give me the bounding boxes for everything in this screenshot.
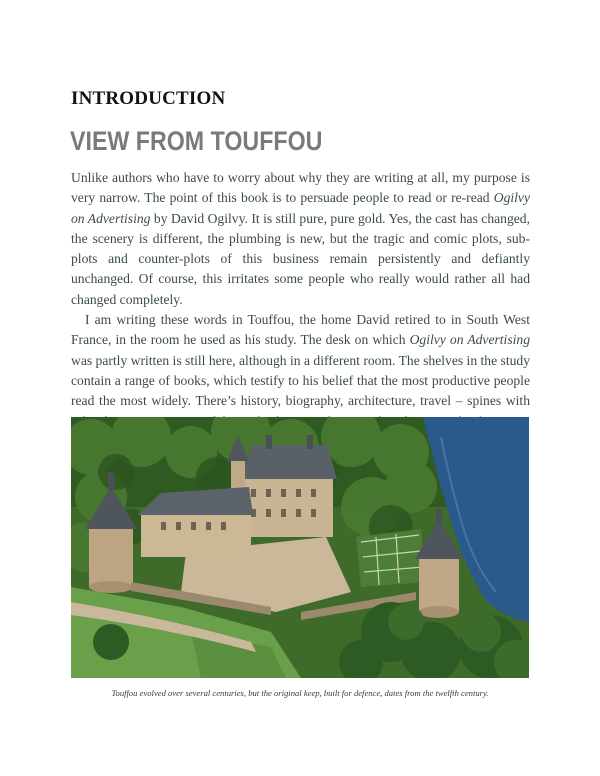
chateau-illustration [71,417,529,678]
body-text [71,168,530,432]
paragraph-2-text-b: was partly written is still here, although in a different room. The shelves in the study contain a range of books, which testify to his belief that the most productive people read the most widely. There’s history, biography, architecture, travel – spines with [71,352,530,409]
paragraph-1 [71,168,530,310]
paragraph-2-book-title: Ogilvy on Advertising [409,332,530,348]
paragraph-1-book-title: Ogilvy on Advertising [71,190,530,226]
paragraph-1-text-b: by David Ogilvy. It is still pure, pure gold. Yes, the cast has changed, the scenery is different, the plumbing is new, but the tragic and comic plots, sub-plots and counter-plots of this business remain persistently and defiantly unchanged. Of course, this irritates some people who really would rather all had changed completely. [71,210,530,307]
paragraph-1-text-a: Unlike authors who have to worry about why they are writing at all, my purpose is very narrow. The point of this book is to persuade people to read or re-read [71,170,530,206]
paragraph-2 [71,310,530,432]
chateau-aerial-photo [71,417,529,678]
paragraph-2-text-a: I am writing these words in Touffou, the home David retired to in South West France, in the room he used as his study. The desk on which [71,312,530,348]
chapter-title: VIEW FROM TOUFFOU [70,126,323,156]
photo-caption: Touffou evolved over several centuries, but the original keep, built for defence, dates from the twelfth century. [111,688,489,698]
section-label: INTRODUCTION [71,88,226,109]
